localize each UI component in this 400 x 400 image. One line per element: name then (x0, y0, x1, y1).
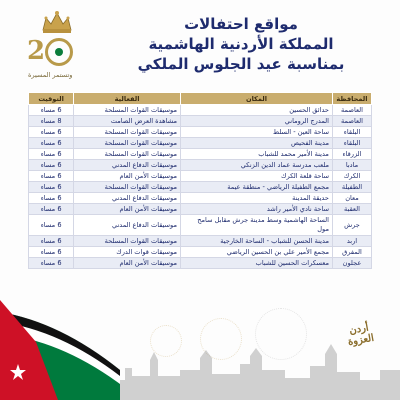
badge-line-1: أردن (348, 322, 370, 337)
cell-place: ساحة العين - السلط (181, 127, 333, 138)
cell-time: 6 مساء (29, 127, 74, 138)
table-row (29, 182, 372, 193)
cell-event: موسيقات الأمن العام (74, 171, 181, 182)
cell-time: 6 مساء (29, 182, 74, 193)
cell-governorate: الطفيلة (332, 182, 371, 193)
digit-two: 2 (27, 36, 44, 66)
table-row (29, 105, 372, 116)
cell-place: ساحة نادي الأمير راشد (181, 204, 333, 215)
cell-place: ساحة قلعة الكرك (181, 171, 333, 182)
cell-place: مدينة الحسن للشباب - الساحة الخارجية (181, 236, 333, 247)
table-header-row (29, 93, 372, 105)
cell-governorate: العاصمة (332, 105, 371, 116)
cell-place: ملعب مدرسة عماد الدين الزنكي (181, 160, 333, 171)
cell-governorate: الكرك (332, 171, 371, 182)
cell-time: 6 مساء (29, 193, 74, 204)
cell-event: موسيقات الدفاع المدني (74, 215, 181, 236)
cell-event: موسيقات القوات المسلحة (74, 105, 181, 116)
table-row (29, 193, 372, 204)
cell-governorate: الزرقاء (332, 149, 371, 160)
cell-event: موسيقات القوات المسلحة (74, 138, 181, 149)
cell-time: 6 مساء (29, 236, 74, 247)
badge-line-2: العزوة (347, 332, 375, 349)
cell-event: موسيقات القوات المسلحة (74, 149, 181, 160)
cell-governorate: البلقاء (332, 127, 371, 138)
cell-governorate: معان (332, 193, 371, 204)
table-row (29, 116, 372, 127)
cell-place: حديقة المدينة (181, 193, 333, 204)
table-row (29, 215, 372, 236)
cell-event: موسيقات الدفاع المدني (74, 160, 181, 171)
cell-event: موسيقات الأمن العام (74, 258, 181, 269)
header-time: التوقيت (29, 93, 74, 105)
cell-governorate: العاصمة (332, 116, 371, 127)
table-row (29, 160, 372, 171)
jordan-pride-badge (338, 316, 382, 358)
cell-time: 6 مساء (29, 105, 74, 116)
anniversary-emblem (22, 10, 92, 85)
cell-governorate: البلقاء (332, 138, 371, 149)
header-governorate: المحافظة (332, 93, 371, 105)
cell-place: المدرج الروماني (181, 116, 333, 127)
cell-event: مشاهدة العرض الصامت (74, 116, 181, 127)
cell-time: 8 مساء (29, 116, 74, 127)
cell-event: موسيقات القوات المسلحة (74, 127, 181, 138)
cell-event: موسيقات القوات المسلحة (74, 182, 181, 193)
table-row (29, 171, 372, 182)
cell-time: 6 مساء (29, 171, 74, 182)
cell-place: مدينة الفحيص (181, 138, 333, 149)
cell-governorate: العقبة (332, 204, 371, 215)
cell-place: الساحة الهاشمية وسط مدينة جرش مقابل سامح مول (181, 215, 333, 236)
cell-place: مدينة الأمير محمد للشباب (181, 149, 333, 160)
anniversary-number (27, 36, 73, 66)
table-row (29, 204, 372, 215)
cell-time: 6 مساء (29, 160, 74, 171)
table-row (29, 138, 372, 149)
cell-time: 6 مساء (29, 258, 74, 269)
crown-icon (40, 10, 74, 34)
cell-time: 6 مساء (29, 204, 74, 215)
celebrations-table (28, 92, 372, 269)
emblem-slogan: وتستمر المسيرة (28, 71, 73, 79)
cell-event: موسيقات الأمن العام (74, 204, 181, 215)
cell-governorate: المفرق (332, 247, 371, 258)
table-row (29, 236, 372, 247)
cell-time: 6 مساء (29, 138, 74, 149)
cell-place: مجمع الأمير علي بن الحسين الرياضي (181, 247, 333, 258)
cell-event: موسيقات الدفاع المدني (74, 193, 181, 204)
table-row (29, 258, 372, 269)
cell-time: 6 مساء (29, 215, 74, 236)
cell-event: موسيقات القوات المسلحة (74, 236, 181, 247)
title-line-1: مواقع احتفالات (184, 15, 298, 33)
header-place: المكان (181, 93, 333, 105)
cell-governorate: مادبا (332, 160, 371, 171)
cell-place: مجمع الطفيلة الرياضي - منطقة عيمة (181, 182, 333, 193)
cell-place: حدائق الحسين (181, 105, 333, 116)
title-line-2: المملكة الأردنية الهاشمية (148, 35, 334, 53)
cell-event: موسيقات قوات الدرك (74, 247, 181, 258)
cell-governorate: عجلون (332, 258, 371, 269)
table-row (29, 247, 372, 258)
cell-place: معسكرات الحسين للشباب (181, 258, 333, 269)
cell-governorate: اربد (332, 236, 371, 247)
header-event: الفعالية (74, 93, 181, 105)
title-line-3: بمناسبة عيد الجلوس الملكي (137, 55, 345, 73)
digit-zero-ring (45, 38, 73, 66)
cell-time: 6 مساء (29, 247, 74, 258)
table-row (29, 127, 372, 138)
badge-text (336, 320, 383, 349)
cell-governorate: جرش (332, 215, 371, 236)
page-title (116, 14, 366, 74)
table-row (29, 149, 372, 160)
cell-time: 6 مساء (29, 149, 74, 160)
jordan-flag (0, 300, 120, 400)
